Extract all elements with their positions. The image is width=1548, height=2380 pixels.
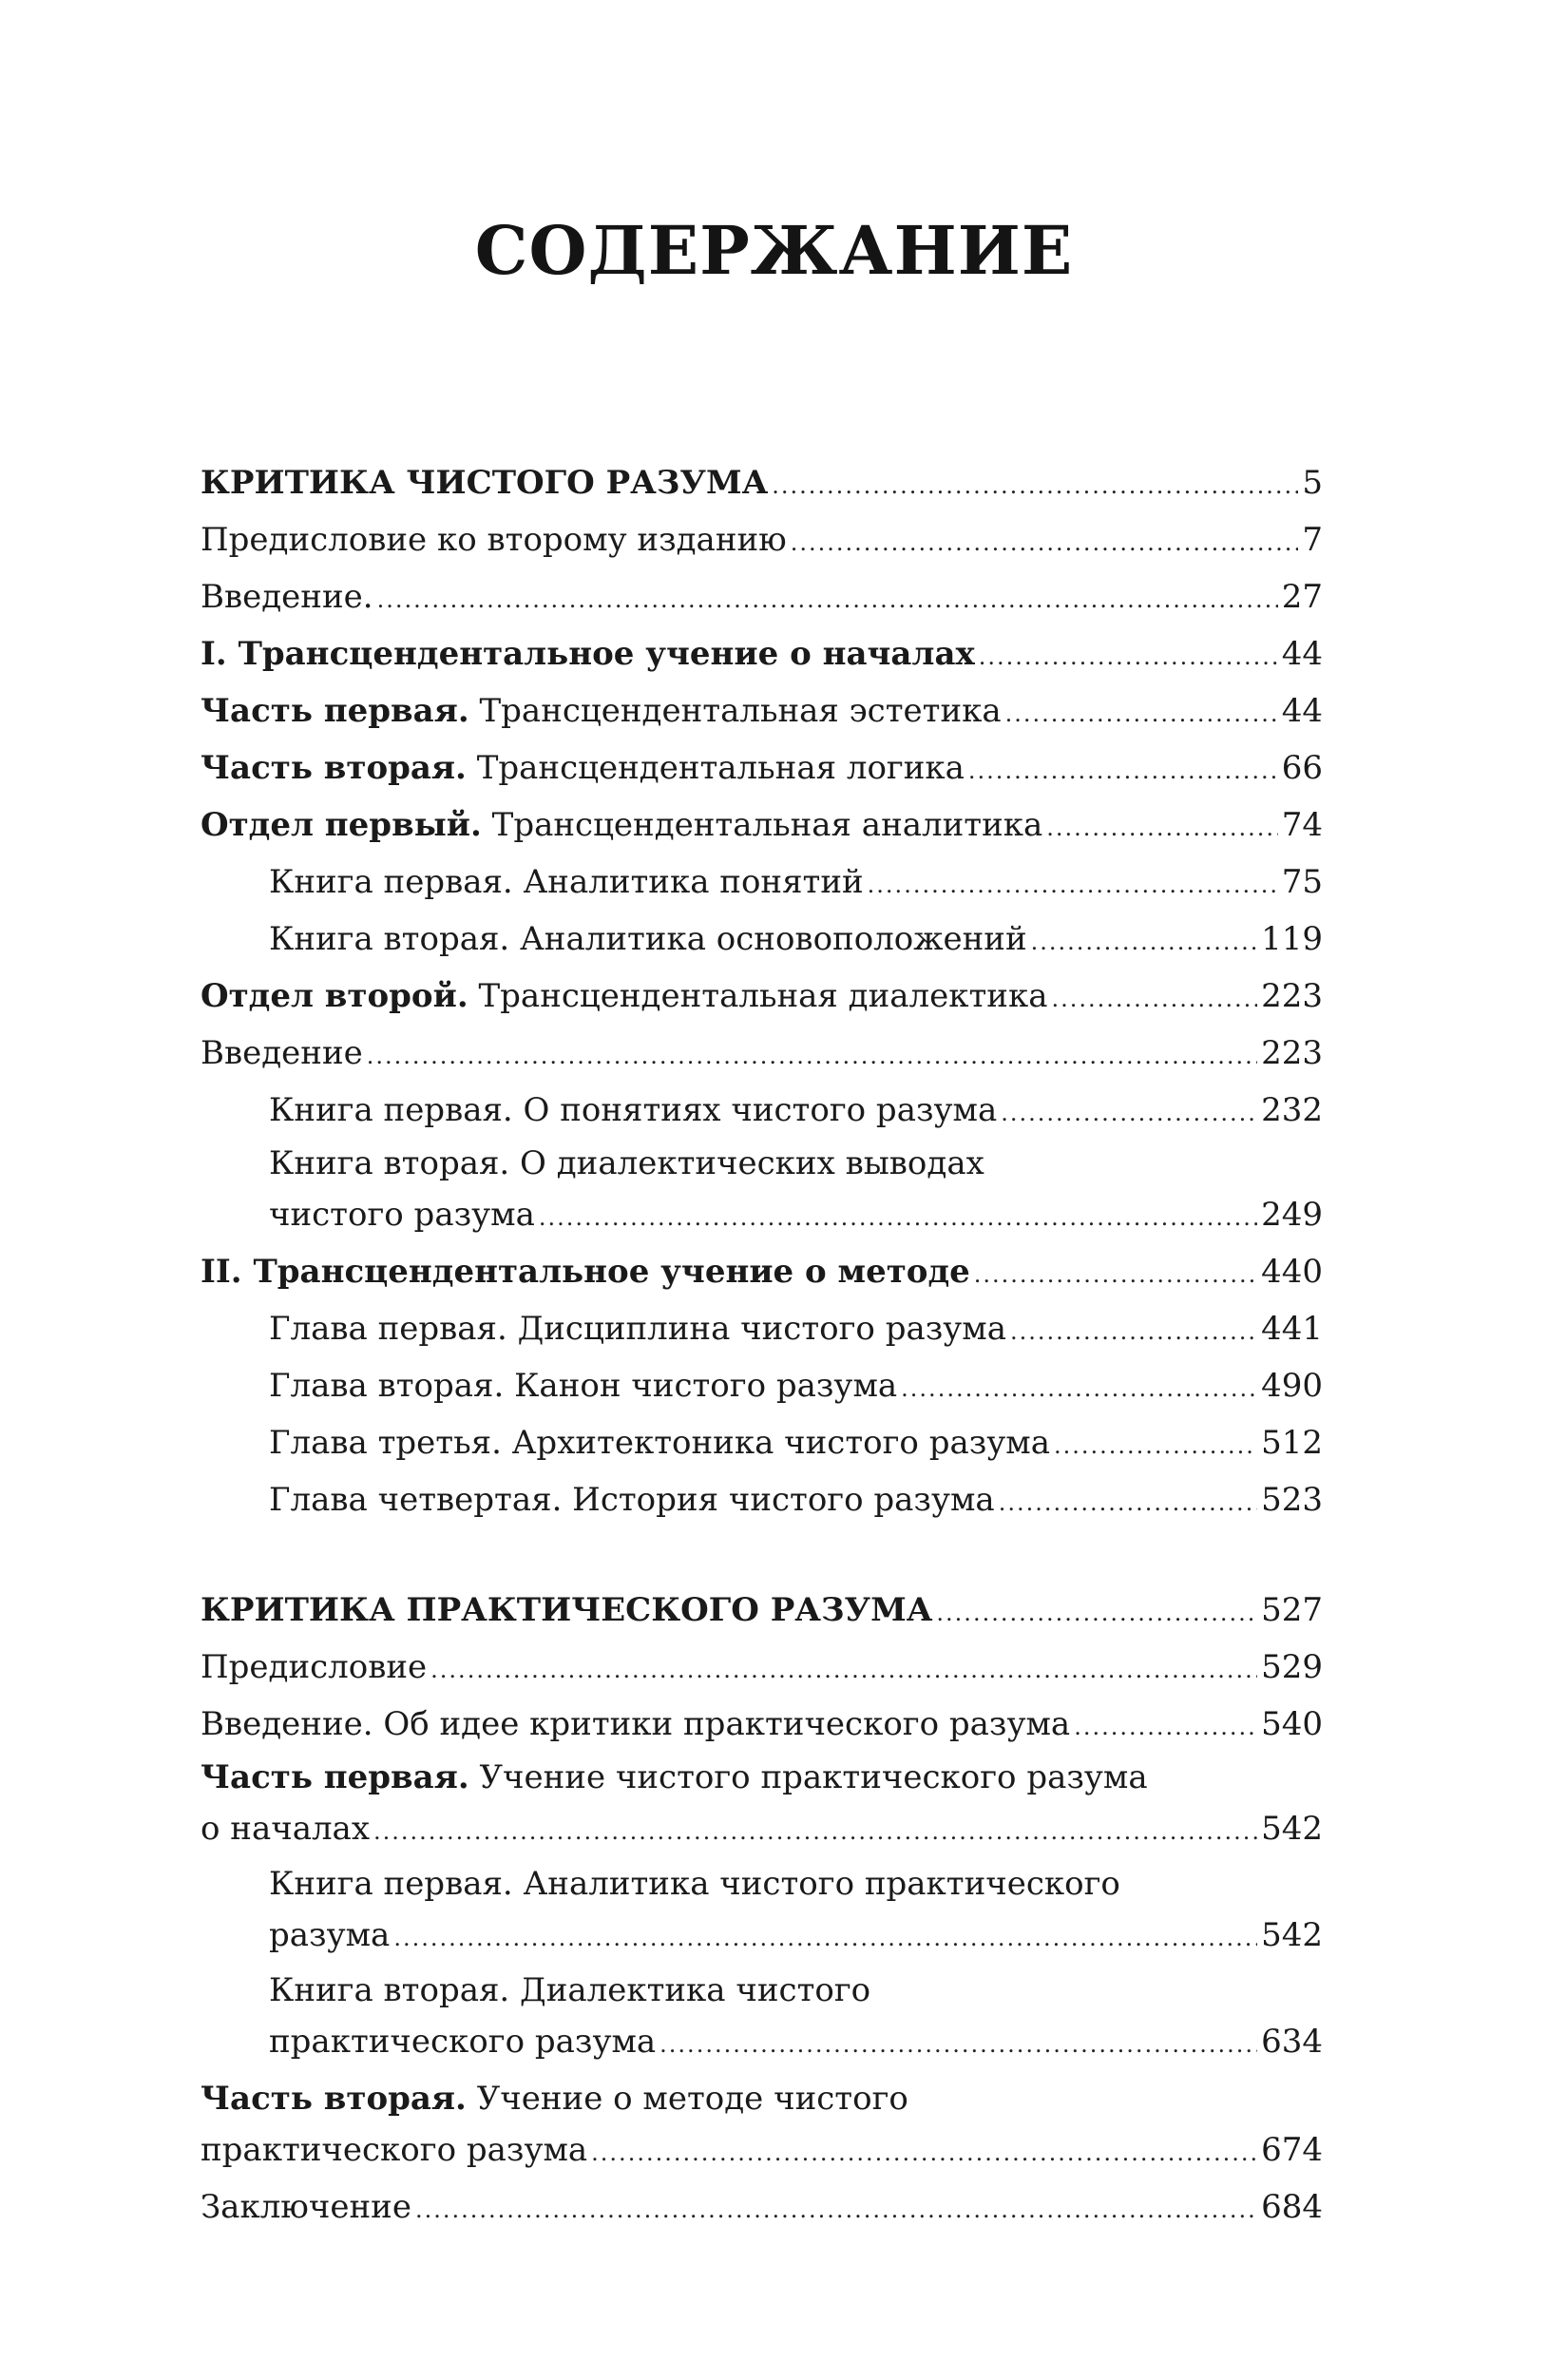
toc-entry-page: 542 xyxy=(1261,1916,1323,1954)
toc-entry-page: 232 xyxy=(1261,1091,1323,1129)
toc-entry-page: 7 xyxy=(1302,521,1323,559)
dot-leader xyxy=(1051,970,1257,1027)
toc-entry xyxy=(201,797,1323,854)
toc-entry-text: Книга вторая. О диалектических выводах xyxy=(269,1144,984,1182)
toc-entry-page: 542 xyxy=(1261,1810,1323,1848)
toc-entry-text: Учение чистого практического разума xyxy=(468,1758,1148,1796)
toc-entry xyxy=(269,854,1323,911)
toc-entry-page: 223 xyxy=(1261,1034,1323,1072)
toc-entry-page: 75 xyxy=(1281,863,1323,901)
toc-entry xyxy=(201,1582,1323,1639)
toc-entry xyxy=(201,625,1323,682)
toc-entry xyxy=(201,568,1323,625)
dot-leader xyxy=(968,742,1278,799)
toc-entry xyxy=(201,739,1323,797)
dot-leader xyxy=(1074,1699,1257,1756)
page-title: СОДЕРЖАНИЕ xyxy=(474,211,1074,290)
toc-entry xyxy=(269,1471,1323,1528)
toc-entry-text: Книга первая. Аналитика чистого практического xyxy=(269,1865,1120,1903)
toc-entry-page: 5 xyxy=(1302,464,1323,502)
toc-entry-text: Трансцендентальная диалектика xyxy=(468,977,1048,1015)
toc-entry-page: 223 xyxy=(1261,977,1323,1015)
toc-entry xyxy=(269,1186,1323,1243)
toc-entry-page: 44 xyxy=(1281,635,1323,673)
dot-leader xyxy=(430,1641,1257,1699)
toc-entry-page: 66 xyxy=(1281,749,1323,787)
dot-leader xyxy=(1001,1084,1257,1142)
toc-entry-text: практического разума xyxy=(269,2023,657,2061)
toc-entry-first-line xyxy=(269,1855,1120,1912)
toc-entry xyxy=(269,1082,1323,1139)
toc-entry-page: 441 xyxy=(1261,1310,1323,1348)
dot-leader xyxy=(659,2016,1257,2073)
toc-entry-page: 119 xyxy=(1261,920,1323,958)
toc-entry xyxy=(269,1357,1323,1414)
dot-leader xyxy=(936,1584,1257,1641)
dot-leader xyxy=(999,1474,1257,1531)
toc-entry-first-line xyxy=(269,1135,984,1192)
toc-entry-text: Учение о методе чистого xyxy=(466,2080,908,2118)
toc-entry xyxy=(201,1639,1323,1696)
dot-leader xyxy=(367,1027,1257,1084)
toc-entry xyxy=(201,2121,1323,2178)
toc-entry-bold: Часть вторая. xyxy=(201,2080,467,2118)
dot-leader xyxy=(1005,685,1278,742)
toc-entry-text: Трансцендентальная аналитика xyxy=(481,806,1043,844)
dot-leader xyxy=(539,1189,1257,1246)
dot-leader xyxy=(1010,1303,1257,1360)
toc-entry-bold: КРИТИКА ЧИСТОГО РАЗУМА xyxy=(201,464,769,502)
toc-entry xyxy=(201,1025,1323,1082)
toc-entry-page: 527 xyxy=(1261,1591,1323,1629)
toc-entry-page: 634 xyxy=(1261,2023,1323,2061)
toc-entry xyxy=(269,2013,1323,2070)
toc-entry-first-line xyxy=(201,2070,908,2127)
toc-entry-text: Глава вторая. Канон чистого разума xyxy=(269,1367,898,1405)
dot-leader xyxy=(791,514,1299,571)
toc-entry xyxy=(269,1414,1323,1471)
toc-entry-page: 27 xyxy=(1281,578,1323,616)
toc-entry-page: 440 xyxy=(1261,1253,1323,1291)
toc-entry xyxy=(269,911,1323,968)
toc-entry-text: Книга первая. О понятиях чистого разума xyxy=(269,1091,998,1129)
toc-entry-bold: Отдел второй. xyxy=(201,977,468,1015)
toc-entry-page: 44 xyxy=(1281,692,1323,730)
toc-entry-bold: II. Трансцендентальное учение о методе xyxy=(201,1253,970,1291)
toc-entry-text: Введение. Об идее критики практического разума xyxy=(201,1705,1071,1743)
toc-entry-bold: Часть вторая. xyxy=(201,749,467,787)
dot-leader xyxy=(393,1910,1257,1967)
toc-entry-text: Глава четвертая. История чистого разума xyxy=(269,1481,995,1519)
dot-leader xyxy=(1046,799,1277,856)
toc-entry-text: Введение. xyxy=(201,578,373,616)
toc-entry-text: Трансцендентальная логика xyxy=(466,749,965,787)
toc-entry-text: чистого разума xyxy=(269,1196,535,1234)
toc-entry-page: 529 xyxy=(1261,1648,1323,1686)
toc-entry-first-line xyxy=(269,1962,870,2019)
toc-entry xyxy=(201,682,1323,739)
dot-leader xyxy=(974,1246,1257,1303)
dot-leader xyxy=(901,1360,1257,1417)
toc-entry-page: 512 xyxy=(1261,1424,1323,1462)
toc-entry xyxy=(201,1243,1323,1300)
toc-entry-text: Предисловие xyxy=(201,1648,428,1686)
toc-entry xyxy=(269,1300,1323,1357)
toc-entry-bold: КРИТИКА ПРАКТИЧЕСКОГО РАЗУМА xyxy=(201,1591,933,1629)
dot-leader xyxy=(868,856,1278,913)
toc-entry-text: разума xyxy=(269,1916,391,1954)
dot-leader xyxy=(415,2181,1257,2238)
toc-entry xyxy=(201,2178,1323,2236)
toc-entry-text: Глава третья. Архитектоника чистого разума xyxy=(269,1424,1050,1462)
dot-leader xyxy=(1031,913,1257,970)
toc-entry-page: 490 xyxy=(1261,1367,1323,1405)
toc-entry-text: Книга вторая. Диалектика чистого xyxy=(269,1971,871,2009)
toc-entry-page: 674 xyxy=(1261,2131,1323,2169)
dot-leader xyxy=(1054,1417,1257,1474)
toc-entry-bold: Отдел первый. xyxy=(201,806,482,844)
toc-entry-bold: Часть первая. xyxy=(201,1758,469,1796)
toc-entry-page: 523 xyxy=(1261,1481,1323,1519)
toc-entry-text: Глава первая. Дисциплина чистого разума xyxy=(269,1310,1007,1348)
toc-entry-text: Трансцендентальная эстетика xyxy=(468,692,1002,730)
dot-leader xyxy=(377,571,1278,628)
toc-entry-bold: Часть первая. xyxy=(201,692,469,730)
toc-entry-text: Введение xyxy=(201,1034,363,1072)
dot-leader xyxy=(591,2124,1257,2181)
toc-entry-page: 684 xyxy=(1261,2188,1323,2226)
toc-entry xyxy=(201,1696,1323,1753)
dot-leader xyxy=(772,457,1298,514)
toc-entry xyxy=(201,454,1323,511)
toc-entry-text: практического разума xyxy=(201,2131,588,2169)
toc-entry xyxy=(201,1800,1323,1857)
toc-entry-page: 540 xyxy=(1261,1705,1323,1743)
dot-leader xyxy=(373,1803,1257,1860)
toc-entry xyxy=(201,511,1323,568)
toc-entry-page: 249 xyxy=(1261,1196,1323,1234)
toc-entry-bold: I. Трансцендентальное учение о началах xyxy=(201,635,975,673)
toc-entry-first-line xyxy=(201,1749,1148,1806)
toc-entry-text: Книга вторая. Аналитика основоположений xyxy=(269,920,1027,958)
toc-entry-text: Предисловие ко второму изданию xyxy=(201,521,787,559)
dot-leader xyxy=(979,628,1278,685)
toc-entry xyxy=(269,1907,1323,1964)
toc-entry xyxy=(201,968,1323,1025)
toc-entry-text: о началах xyxy=(201,1810,371,1848)
toc-entry-page: 74 xyxy=(1281,806,1323,844)
toc-entry-text: Книга первая. Аналитика понятий xyxy=(269,863,864,901)
toc-entry-text: Заключение xyxy=(201,2188,411,2226)
